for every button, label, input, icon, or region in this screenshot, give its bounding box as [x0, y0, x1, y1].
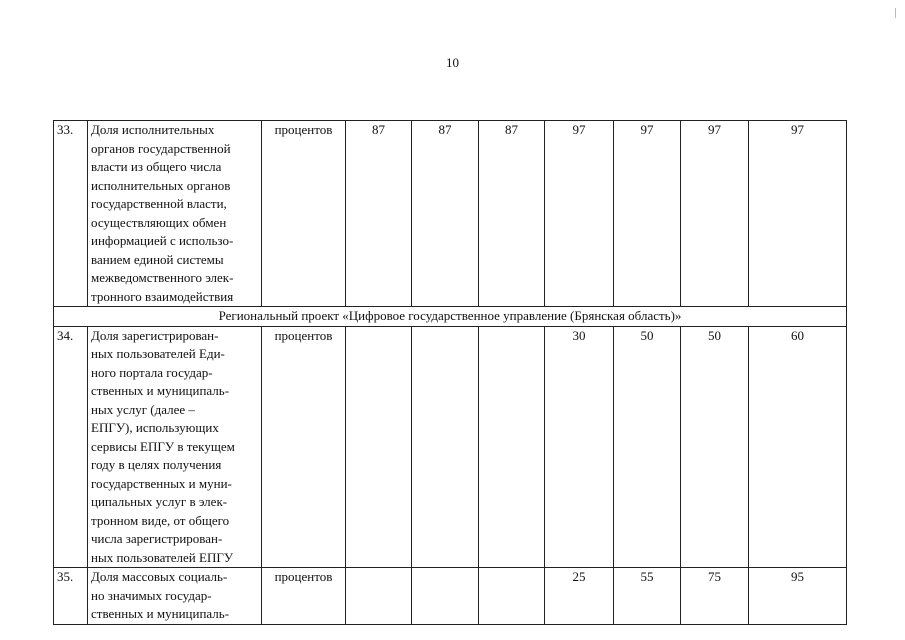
value-cell: 87 — [412, 121, 479, 307]
value-cell — [412, 568, 479, 625]
value-cell — [346, 568, 412, 625]
scan-artifact-mark — [895, 8, 896, 18]
value-cell: 30 — [545, 326, 614, 568]
value-cell: 75 — [681, 568, 749, 625]
value-cell: 50 — [681, 326, 749, 568]
indicator-name-line: государственной власти, — [91, 196, 227, 211]
indicator-name-line: ственных и муниципаль- — [91, 606, 230, 621]
indicator-name-line: но значимых государ- — [91, 587, 212, 603]
value-cell — [412, 326, 479, 568]
indicator-name — [88, 568, 262, 625]
indicator-name-line: ного портала государ- — [91, 364, 213, 380]
value-cell: 87 — [346, 121, 412, 307]
table-row — [54, 326, 847, 568]
indicator-name-line: государственных и муни- — [91, 475, 232, 491]
indicator-name-line: ных услуг (далее – — [91, 401, 195, 417]
value-cell: 97 — [614, 121, 681, 307]
value-cell: 95 — [749, 568, 847, 625]
indicator-name-line: ных пользователей ЕПГУ — [91, 549, 234, 565]
value-cell — [479, 326, 545, 568]
indicator-name — [88, 326, 262, 568]
indicator-name-line: органов государственной — [91, 140, 231, 156]
value-cell: 97 — [545, 121, 614, 307]
page-number: 10 — [446, 55, 459, 70]
indicator-name-line: числа зарегистрирован- — [91, 531, 223, 546]
value-cell: 25 — [545, 568, 614, 625]
section-title: Региональный проект «Цифровое государственное управление (Брянская область)» — [54, 307, 847, 327]
table-row — [54, 568, 847, 625]
row-number: 34. — [54, 326, 88, 568]
indicator-name-line: Доля зарегистрирован- — [91, 327, 219, 343]
table-row — [54, 121, 847, 307]
indicator-name-line: осуществляющих обмен — [91, 214, 227, 230]
unit-cell: процентов — [262, 121, 346, 307]
unit-cell: процентов — [262, 326, 346, 568]
indicator-name-line: тронного взаимодействия — [91, 288, 234, 304]
value-cell: 50 — [614, 326, 681, 568]
value-cell: 87 — [479, 121, 545, 307]
indicator-name-line: Доля массовых социаль- — [91, 569, 228, 584]
value-cell — [346, 326, 412, 568]
value-cell: 60 — [749, 326, 847, 568]
value-cell: 55 — [614, 568, 681, 625]
value-cell — [479, 568, 545, 625]
value-cell: 97 — [749, 121, 847, 307]
section-row — [54, 307, 847, 327]
indicator-name-line: информацией с использо- — [91, 233, 234, 248]
indicator-name-line: году в целях получения — [91, 457, 222, 472]
indicator-name-line: ципальных услуг в элек- — [91, 494, 228, 509]
indicator-name-line: межведомственного элек- — [91, 270, 234, 285]
indicator-name-line: сервисы ЕПГУ в текущем — [91, 438, 235, 454]
indicator-name-line: ных пользователей Еди- — [91, 346, 225, 361]
indicator-name-line: ванием единой системы — [91, 251, 224, 267]
indicators-table — [53, 120, 847, 625]
row-number: 35. — [54, 568, 88, 625]
indicator-name-line: тронном виде, от общего — [91, 512, 230, 528]
indicator-name — [88, 121, 262, 307]
indicator-name-line: власти из общего числа — [91, 159, 222, 174]
row-number: 33. — [54, 121, 88, 307]
indicator-name-line: ЕПГУ), использующих — [91, 420, 219, 435]
indicator-name-line: Доля исполнительных — [91, 122, 215, 137]
unit-cell: процентов — [262, 568, 346, 625]
value-cell: 97 — [681, 121, 749, 307]
indicator-name-line: исполнительных органов — [91, 177, 231, 193]
indicator-name-line: ственных и муниципаль- — [91, 383, 230, 398]
